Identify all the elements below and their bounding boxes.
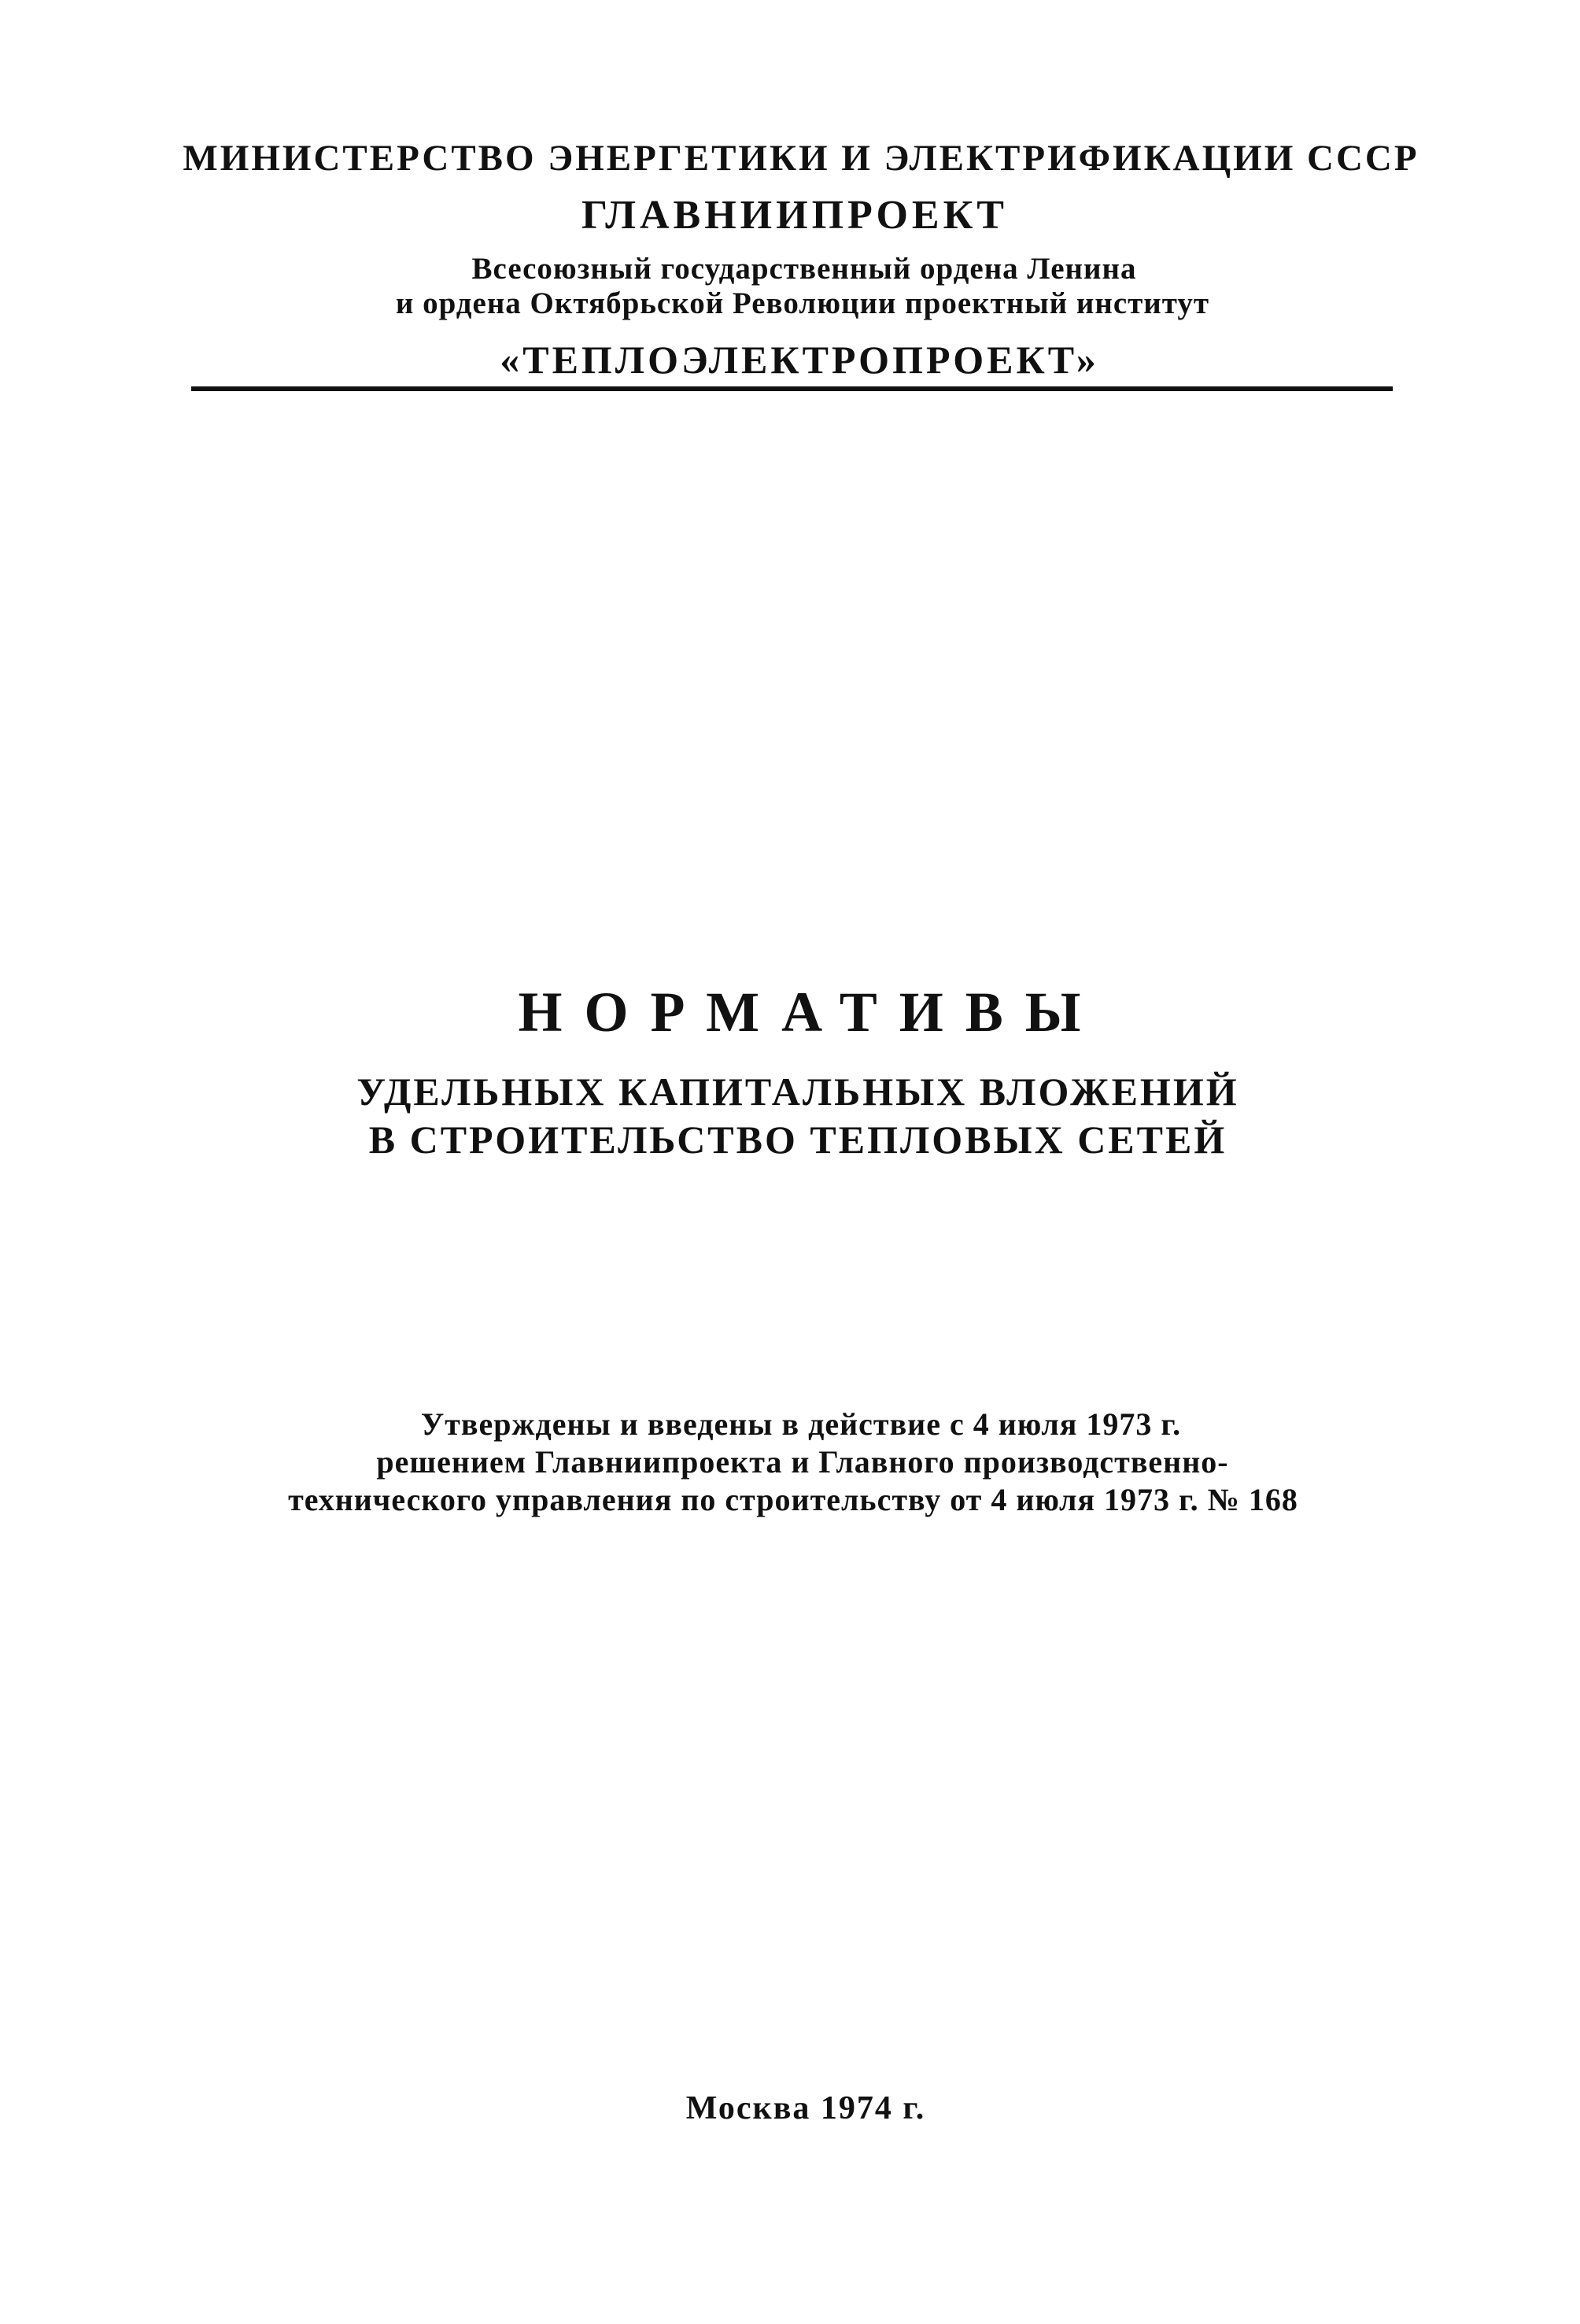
document-title: НОРМАТИВЫ bbox=[518, 981, 1103, 1044]
institute-name: «ТЕПЛОЭЛЕКТРОПРОЕКТ» bbox=[500, 338, 1099, 382]
institute-description-line-2: и ордена Октябрьской Революции проектный институт bbox=[395, 286, 1210, 320]
document-subtitle-line-1: УДЕЛЬНЫХ КАПИТАЛЬНЫХ ВЛОЖЕНИЙ bbox=[356, 1070, 1239, 1114]
document-subtitle-line-2: В СТРОИТЕЛЬСТВО ТЕПЛОВЫХ СЕТЕЙ bbox=[368, 1118, 1227, 1162]
imprint-city-year: Москва 1974 г. bbox=[685, 2090, 926, 2126]
approval-line-2: решением Главниипроекта и Главного производственно- bbox=[376, 1444, 1229, 1480]
institute-description-line-1: Всесоюзный государственный ордена Ленина bbox=[471, 252, 1137, 286]
department-heading: ГЛАВНИИПРОЕКТ bbox=[581, 193, 1008, 238]
ministry-heading: МИНИСТЕРСТВО ЭНЕРГЕТИКИ И ЭЛЕКТРИФИКАЦИИ СССР bbox=[183, 138, 1419, 179]
approval-line-3: технического управления по строительству от 4 июля 1973 г. № 168 bbox=[288, 1482, 1298, 1517]
approval-line-1: Утверждены и введены в действие с 4 июля 1973 г. bbox=[420, 1406, 1182, 1442]
header-divider bbox=[191, 386, 1393, 391]
